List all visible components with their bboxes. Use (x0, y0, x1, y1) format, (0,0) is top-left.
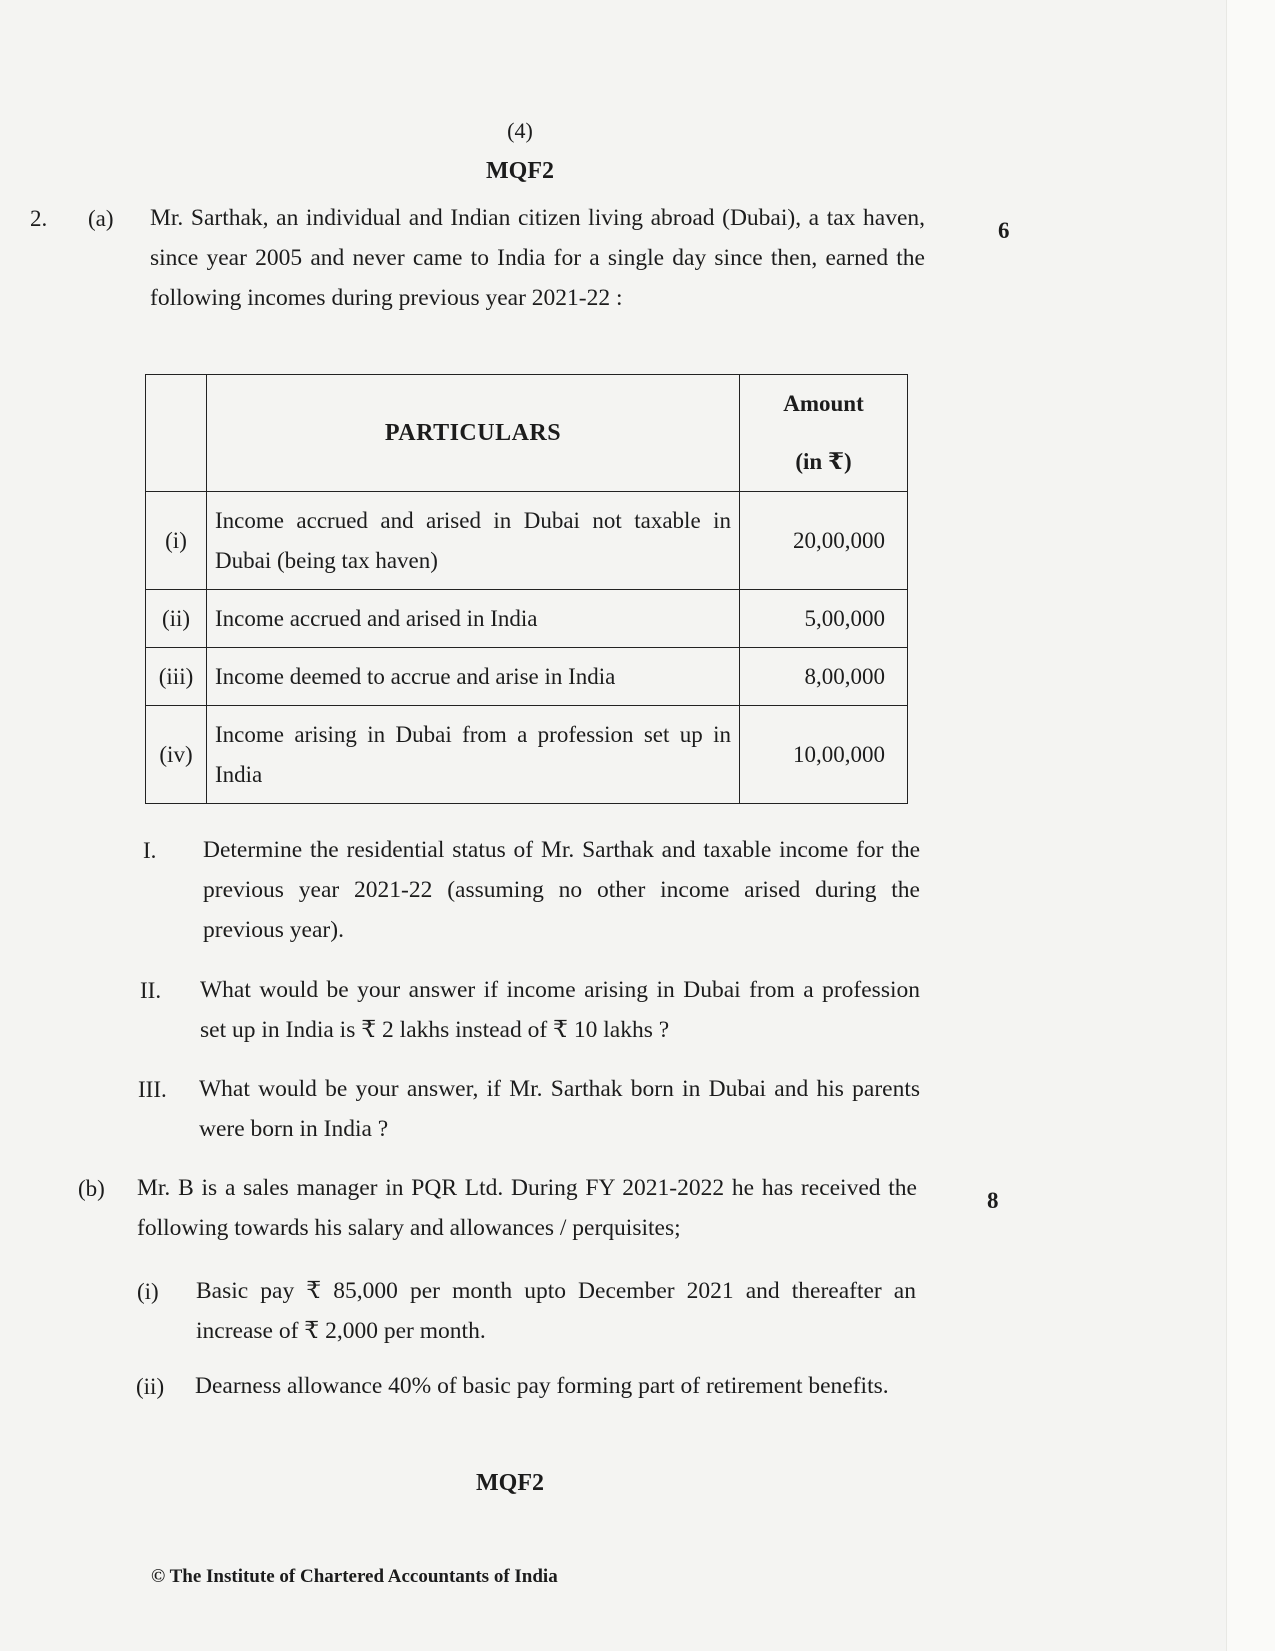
row-particular: Income arising in Dubai from a profession set up in India (207, 706, 740, 804)
sub-question-label: II. (140, 978, 162, 1003)
part-b-label: (b) (78, 1176, 105, 1201)
row-sno: (i) (146, 492, 207, 590)
question-number: 2. (30, 206, 48, 231)
part-a-marks: 6 (998, 218, 1010, 243)
paper-code-footer: MQF2 (476, 1470, 544, 1496)
table-row (146, 706, 908, 804)
header-amount: Amount (in ₹) (740, 375, 908, 492)
row-sno: (iii) (146, 648, 207, 706)
row-amount: 20,00,000 (740, 492, 908, 590)
part-a-intro: Mr. Sarthak, an individual and Indian citizen living abroad (Dubai), a tax haven, since year 2005 and never came to India for a single day since then, earned the following incomes during previous year 2021-22 : (150, 205, 925, 311)
table-header-row (146, 375, 908, 492)
part-b-marks: 8 (987, 1188, 999, 1213)
row-sno: (iv) (146, 706, 207, 804)
sub-question-label: III. (138, 1077, 167, 1102)
page-edge (1226, 0, 1275, 1651)
table-row (146, 492, 908, 590)
part-b-item-text: Dearness allowance 40% of basic pay forming part of retirement benefits. (195, 1373, 889, 1399)
table-row (146, 590, 908, 648)
part-b-item-label: (ii) (136, 1374, 165, 1399)
row-sno: (ii) (146, 590, 207, 648)
part-a-label: (a) (88, 206, 114, 231)
row-particular: Income accrued and arised in India (207, 590, 740, 648)
sub-question-text: What would be your answer, if Mr. Sarthak born in Dubai and his parents were born in India ? (199, 1076, 920, 1142)
page-number: (4) (507, 118, 533, 143)
row-amount: 5,00,000 (740, 590, 908, 648)
row-amount: 10,00,000 (740, 706, 908, 804)
sub-question-text: Determine the residential status of Mr. Sarthak and taxable income for the previous year 2021-22 (assuming no other income arised during the previous year). (203, 837, 920, 943)
header-sno-cell (146, 375, 207, 492)
sub-question-text: What would be your answer if income arising in Dubai from a profession set up in India is ₹ 2 lakhs instead of ₹ 10 lakhs ? (200, 977, 920, 1043)
paper-code: MQF2 (486, 158, 554, 184)
table-row (146, 648, 908, 706)
part-b-item-text: Basic pay ₹ 85,000 per month upto December 2021 and thereafter an increase of ₹ 2,000 per month. (196, 1278, 916, 1344)
copyright-footer: © The Institute of Chartered Accountants of India (151, 1566, 558, 1587)
row-particular: Income deemed to accrue and arise in India (207, 648, 740, 706)
header-particulars: PARTICULARS (207, 375, 740, 492)
row-particular: Income accrued and arised in Dubai not taxable in Dubai (being tax haven) (207, 492, 740, 590)
sub-question-label: I. (143, 838, 157, 863)
part-b-item-label: (i) (137, 1279, 159, 1304)
income-table (145, 374, 908, 804)
part-b-intro: Mr. B is a sales manager in PQR Ltd. During FY 2021-2022 he has received the following towards his salary and allowances / perquisites; (137, 1175, 917, 1241)
row-amount: 8,00,000 (740, 648, 908, 706)
